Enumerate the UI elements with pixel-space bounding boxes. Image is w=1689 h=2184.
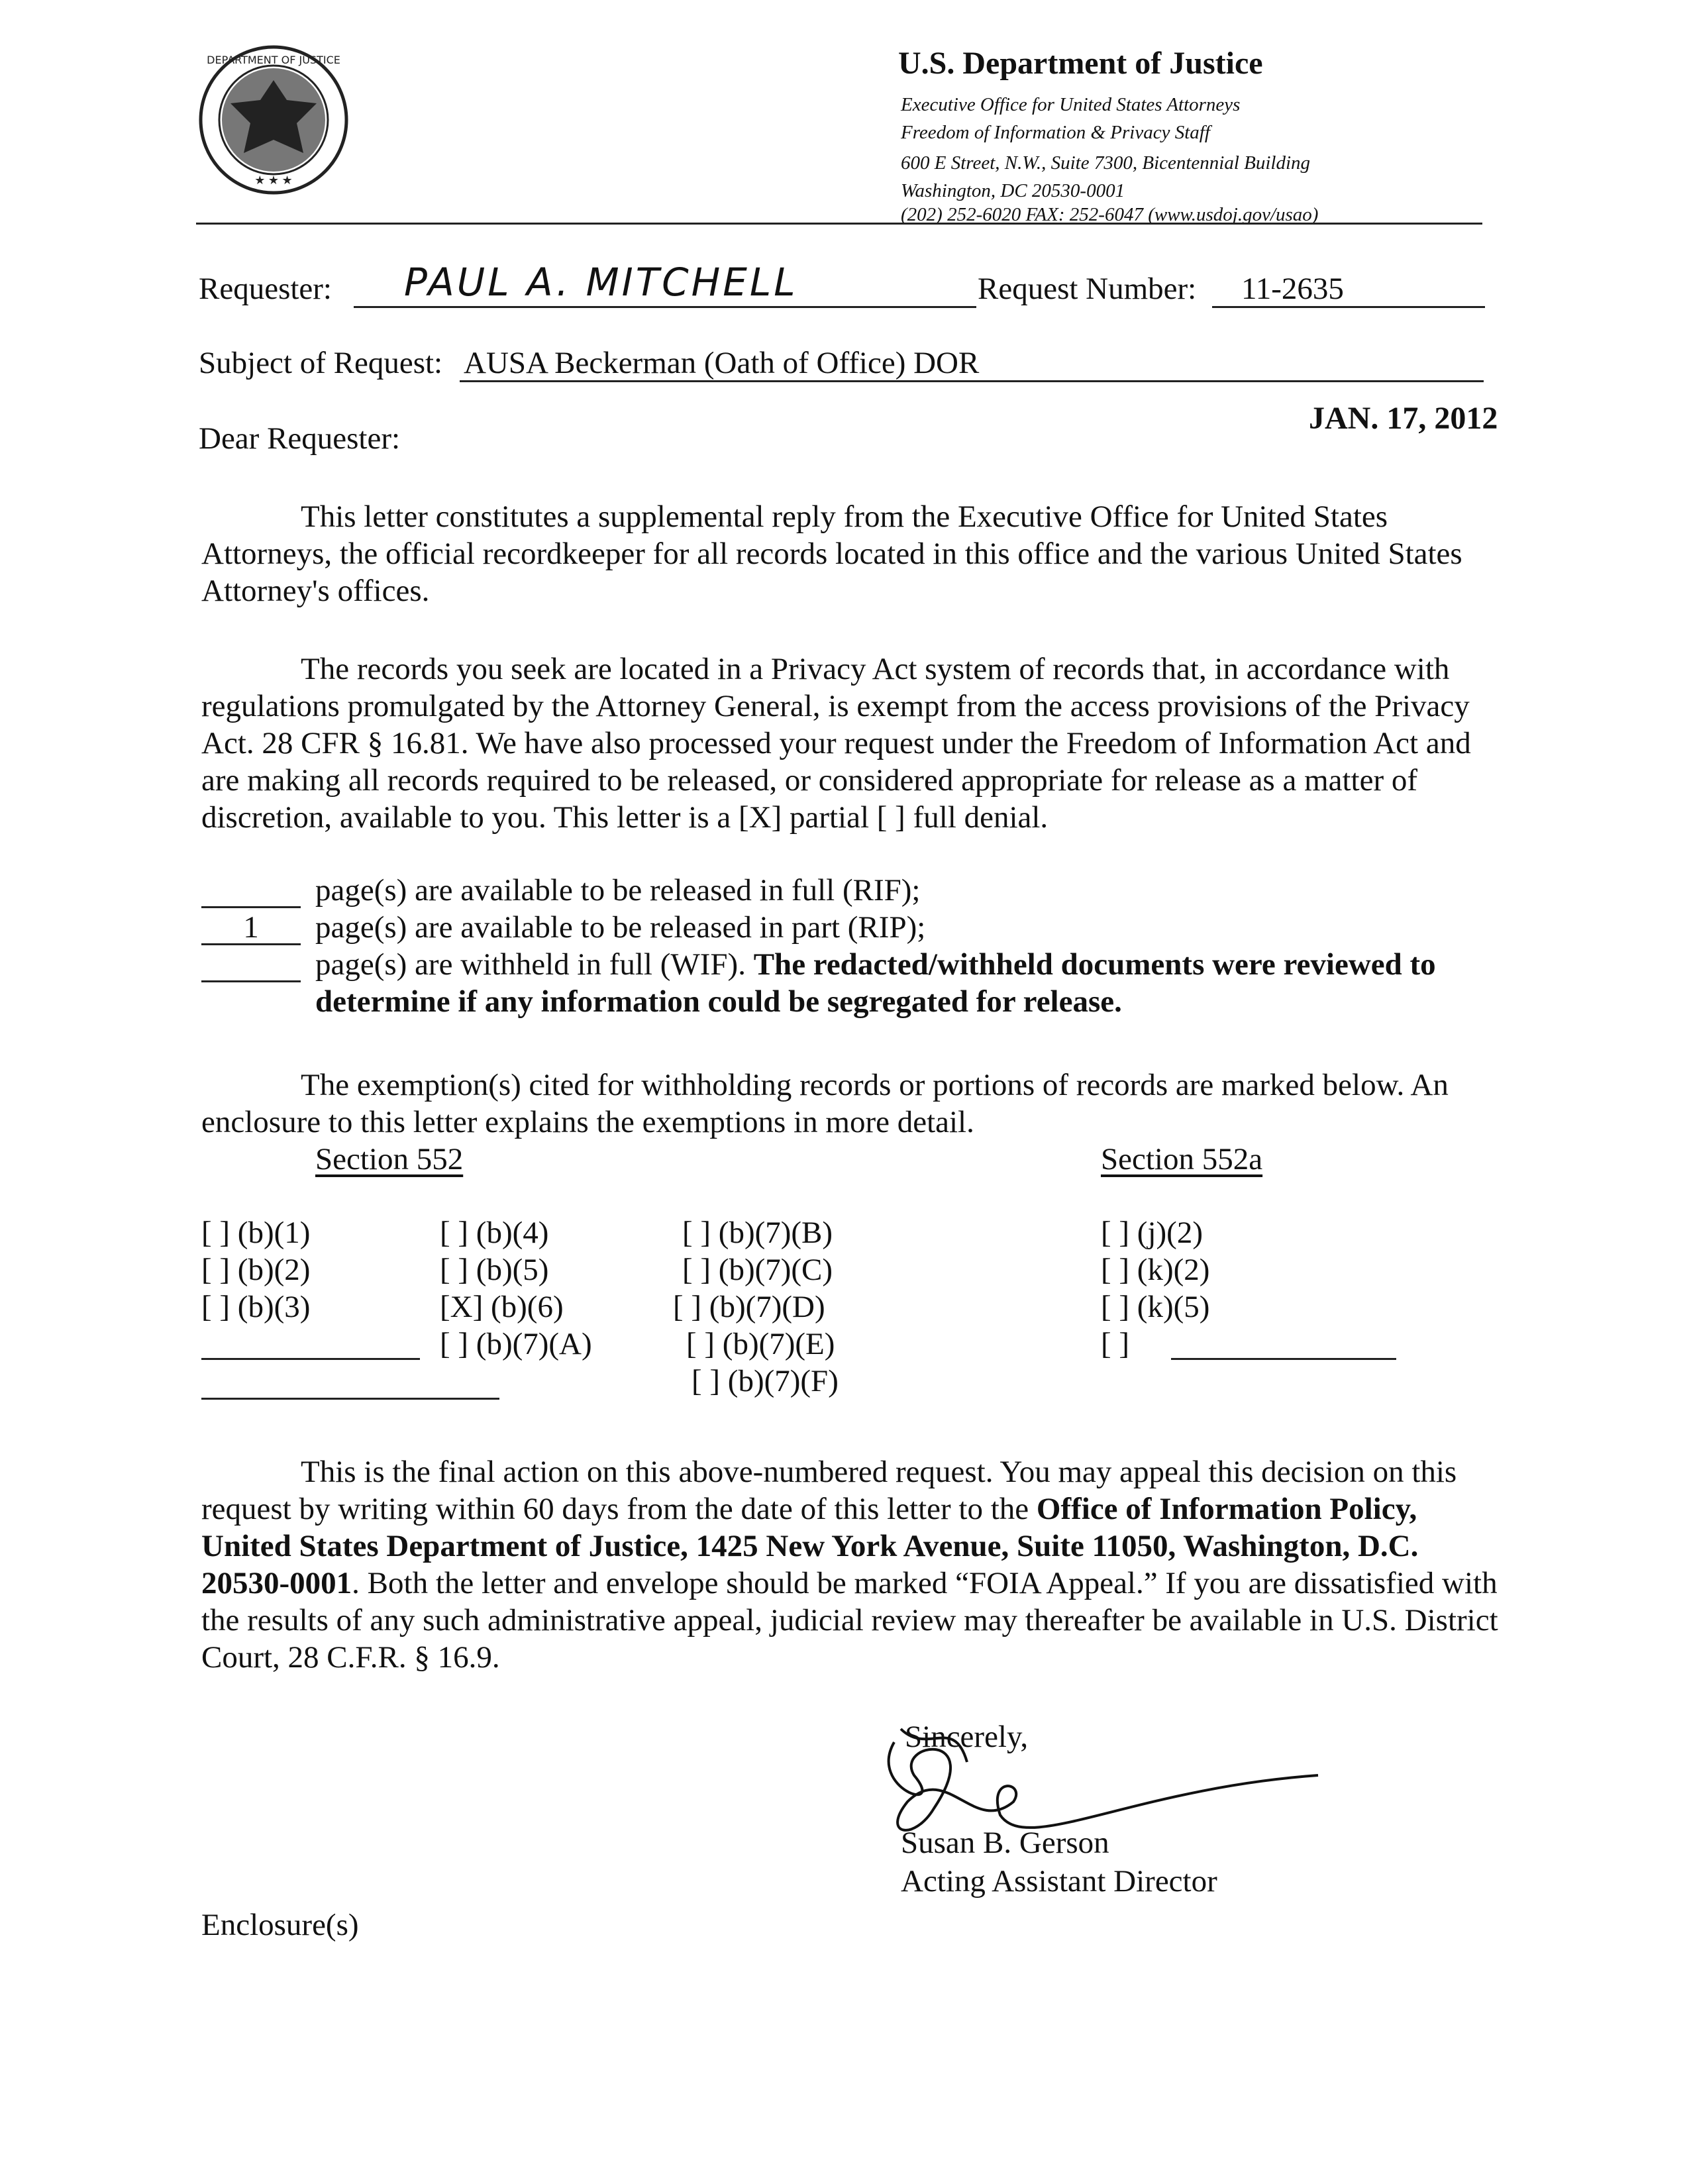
exemption-b6: [X] (b)(6) bbox=[440, 1290, 564, 1324]
exemption-b7b: [ ] (b)(7)(B) bbox=[682, 1216, 833, 1250]
subject-value: AUSA Beckerman (Oath of Office) DOR bbox=[464, 346, 980, 380]
department-title: U.S. Department of Justice bbox=[898, 46, 1263, 81]
requester-label: Requester: bbox=[199, 272, 332, 306]
doj-seal-logo bbox=[197, 44, 350, 196]
letter-date: JAN. 17, 2012 bbox=[1309, 401, 1498, 436]
rif-count-blank bbox=[201, 906, 301, 908]
appeal-text-start: This is the final action on this above-numbered request. You may appeal this decision on this request by writing within 60 days from the date of this letter to the bbox=[201, 1455, 1457, 1526]
exemption-k5: [ ] (k)(5) bbox=[1101, 1290, 1210, 1324]
request-number-label: Request Number: bbox=[978, 272, 1197, 306]
wif-text: page(s) are withheld in full (WIF). bbox=[315, 947, 746, 982]
subject-label: Subject of Request: bbox=[199, 346, 443, 380]
exemption-b1: [ ] (b)(1) bbox=[201, 1216, 311, 1250]
exemption-k2: [ ] (k)(2) bbox=[1101, 1253, 1210, 1287]
request-number-value: 11-2635 bbox=[1241, 272, 1344, 306]
salutation: Dear Requester: bbox=[199, 421, 401, 456]
exemption-b2: [ ] (b)(2) bbox=[201, 1253, 311, 1287]
requester-underline bbox=[354, 306, 976, 308]
header-line-address: 600 E Street, N.W., Suite 7300, Bicentennial Building bbox=[901, 152, 1311, 174]
exemption-blank-line-1 bbox=[201, 1358, 420, 1360]
wif-line bbox=[315, 946, 1508, 1020]
header-line-city: Washington, DC 20530-0001 bbox=[901, 180, 1125, 201]
signer-name: Susan B. Gerson bbox=[901, 1826, 1109, 1860]
exemption-b7c: [ ] (b)(7)(C) bbox=[682, 1253, 833, 1287]
section-552-heading: Section 552 bbox=[315, 1142, 464, 1176]
request-number-underline bbox=[1212, 306, 1485, 308]
signer-title: Acting Assistant Director bbox=[901, 1864, 1217, 1898]
paragraph-supplemental-reply: This letter constitutes a supplemental reply from the Executive Office for United States Attorneys, the official recordkeeper for all records located in this office and the various United States Attorney's offices. bbox=[201, 499, 1462, 608]
paragraph-appeal bbox=[201, 1453, 1513, 1676]
header-line-staff: Freedom of Information & Privacy Staff bbox=[901, 122, 1210, 143]
enclosure-note: Enclosure(s) bbox=[201, 1908, 359, 1942]
exemption-b7f: [ ] (b)(7)(F) bbox=[691, 1364, 839, 1398]
header-line-phone: (202) 252-6020 FAX: 252-6047 (www.usdoj.gov/usao) bbox=[901, 204, 1319, 225]
exemption-b7e: [ ] (b)(7)(E) bbox=[686, 1327, 835, 1361]
exemption-j2: [ ] (j)(2) bbox=[1101, 1216, 1203, 1250]
exemption-b4: [ ] (b)(4) bbox=[440, 1216, 549, 1250]
exemption-b3: [ ] (b)(3) bbox=[201, 1290, 311, 1324]
segregation-note: The redacted/withheld documents were reviewed to determine if any information could be segregated for release. bbox=[315, 947, 1436, 1019]
subject-underline bbox=[460, 380, 1484, 382]
svg-text:★ ★ ★: ★ ★ ★ bbox=[254, 174, 293, 187]
closing-sincerely: Sincerely, bbox=[905, 1720, 1029, 1754]
exemption-other-line bbox=[1171, 1358, 1396, 1360]
exemption-b5: [ ] (b)(5) bbox=[440, 1253, 549, 1287]
appeal-address: Office of Information Policy, United States Department of Justice, 1425 New York Avenue, Suite 11050, Washington, D.C. 20530-0001 bbox=[201, 1492, 1419, 1600]
rip-count: 1 bbox=[243, 910, 259, 945]
exemption-b7a: [ ] (b)(7)(A) bbox=[440, 1327, 592, 1361]
header-rule bbox=[196, 223, 1482, 225]
appeal-text-end: . Both the letter and envelope should be marked “FOIA Appeal.” If you are dissatisfied with the results of any such administrative appeal, judicial review may thereafter be available in U.S. District Court, 28 C.F.R. § 16.9. bbox=[201, 1566, 1498, 1675]
paragraph-privacy-act: The records you seek are located in a Privacy Act system of records that, in accordance with regulations promulgated by the Attorney General, is exempt from the access provisions of the Privacy Act. 28 CFR § 16.81. We have also processed your request under the Freedom of Information Act and are making all records required to be released, or considered appropriate for release as a matter of discretion, available to you. This letter is a [X] partial [ ] full denial. bbox=[201, 652, 1471, 835]
section-552a-heading: Section 552a bbox=[1101, 1142, 1263, 1176]
wif-count-blank bbox=[201, 980, 301, 982]
rip-text: page(s) are available to be released in part (RIP); bbox=[315, 910, 926, 945]
paragraph-exemptions-intro: The exemption(s) cited for withholding records or portions of records are marked below. An enclosure to this letter explains the exemptions in more detail. bbox=[201, 1068, 1449, 1139]
exemption-other: [ ] bbox=[1101, 1327, 1130, 1361]
requester-value: PAUL A. MITCHELL bbox=[404, 260, 798, 305]
exemption-blank-line-2 bbox=[201, 1398, 499, 1400]
exemption-b7d: [ ] (b)(7)(D) bbox=[673, 1290, 825, 1324]
header-line-office: Executive Office for United States Attorneys bbox=[901, 94, 1241, 115]
svg-text:DEPARTMENT OF JUSTICE: DEPARTMENT OF JUSTICE bbox=[207, 54, 340, 66]
rif-text: page(s) are available to be released in full (RIF); bbox=[315, 873, 921, 908]
